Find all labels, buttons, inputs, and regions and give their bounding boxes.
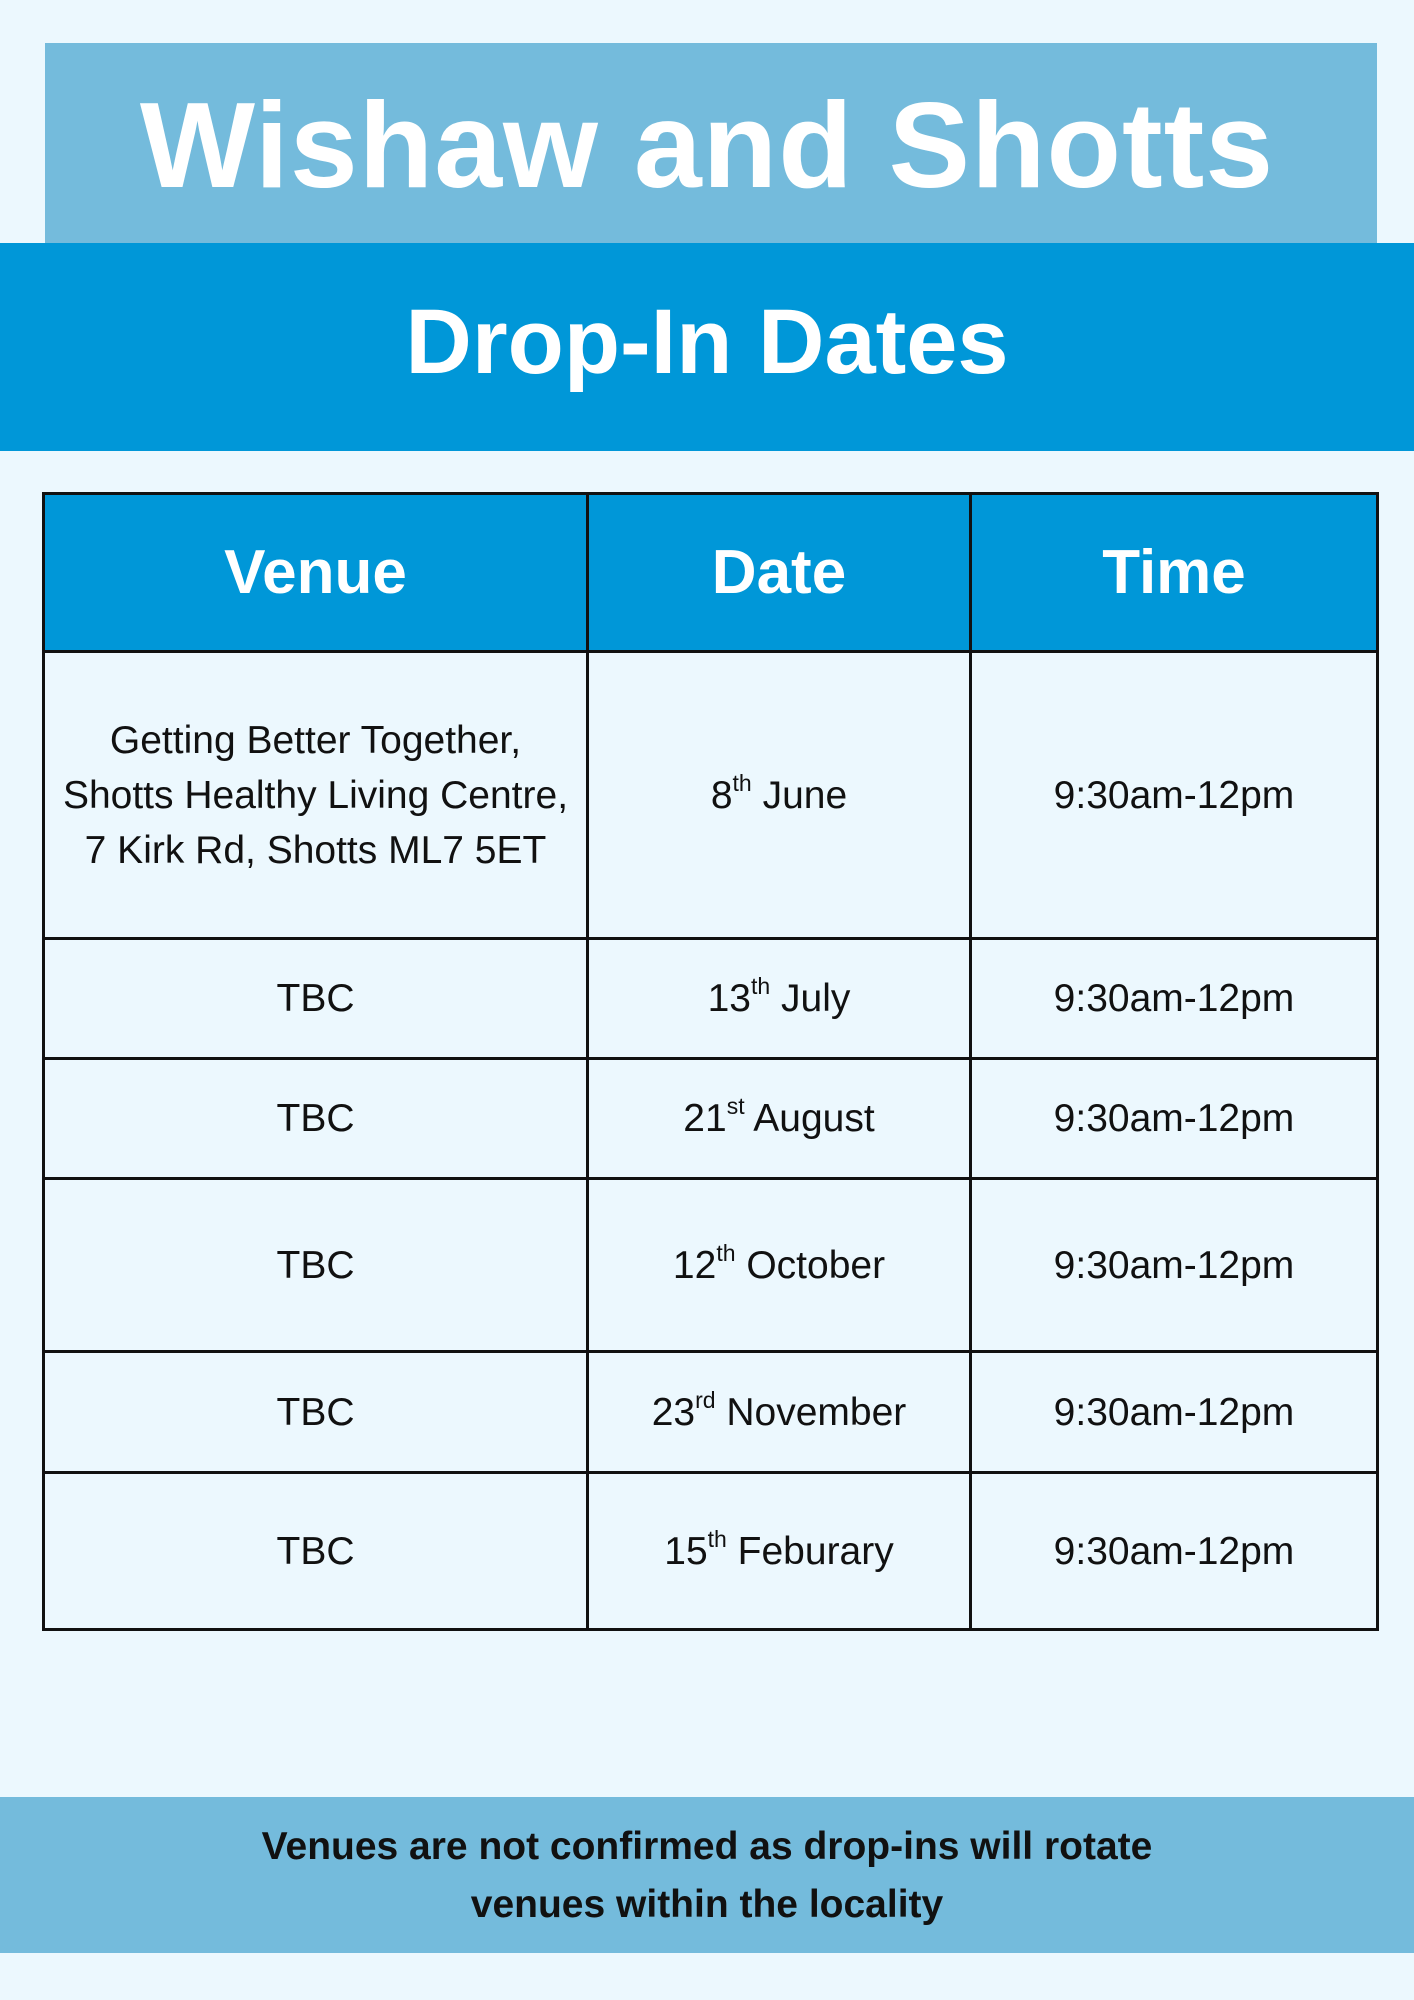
time-cell: 9:30am-12pm (971, 1059, 1378, 1179)
date-cell (588, 1059, 971, 1179)
venue-cell: TBC (44, 1473, 588, 1630)
date-cell (588, 652, 971, 939)
time-cell: 9:30am-12pm (971, 652, 1378, 939)
page-title: Wishaw and Shotts (139, 77, 1275, 213)
page-subtitle: Drop-In Dates (405, 291, 1009, 393)
date-suffix: rd (695, 1386, 716, 1413)
date-day: 8 (710, 773, 733, 817)
time-column-header: Time (971, 494, 1378, 652)
table-row (44, 939, 1378, 1059)
table-header-row (44, 494, 1378, 652)
footer-note (0, 1818, 1414, 1934)
time-cell: 9:30am-12pm (971, 939, 1378, 1059)
time-cell: 9:30am-12pm (971, 1179, 1378, 1352)
venue-cell: Getting Better Together, Shotts Healthy Living Centre, 7 Kirk Rd, Shotts ML7 5ET (44, 652, 588, 939)
date-suffix: th (707, 1525, 727, 1552)
date-day: 12 (672, 1243, 717, 1287)
time-cell: 9:30am-12pm (971, 1473, 1378, 1630)
date-cell (588, 1179, 971, 1352)
date-month: October (746, 1243, 886, 1287)
table-row (44, 1179, 1378, 1352)
date-month: November (726, 1390, 907, 1434)
venue-cell: TBC (44, 1352, 588, 1473)
date-cell (588, 1473, 971, 1630)
date-suffix: st (726, 1093, 745, 1119)
table-row (44, 1473, 1378, 1630)
date-day: 23 (651, 1390, 696, 1434)
date-suffix: th (751, 973, 771, 999)
date-day: 13 (707, 977, 751, 1020)
date-column-header: Date (588, 494, 971, 652)
venue-column-header: Venue (44, 494, 588, 652)
table-row (44, 1352, 1378, 1473)
footer-line-2: venues within the locality (470, 1883, 944, 1926)
drop-in-table (42, 492, 1379, 1631)
date-month: August (753, 1097, 875, 1140)
venue-cell: TBC (44, 1059, 588, 1179)
date-day: 21 (683, 1097, 727, 1140)
date-month: June (762, 773, 848, 817)
date-month: July (781, 977, 851, 1020)
date-suffix: th (732, 769, 752, 796)
date-suffix: th (716, 1239, 736, 1266)
footer-line-1: Venues are not confirmed as drop-ins will rotate (261, 1825, 1153, 1868)
time-cell: 9:30am-12pm (971, 1352, 1378, 1473)
table-row (44, 652, 1378, 939)
date-cell (588, 939, 971, 1059)
date-month: Feburary (737, 1529, 894, 1573)
date-cell (588, 1352, 971, 1473)
date-day: 15 (664, 1529, 708, 1573)
venue-cell: TBC (44, 1179, 588, 1352)
table-row (44, 1059, 1378, 1179)
venue-cell: TBC (44, 939, 588, 1059)
